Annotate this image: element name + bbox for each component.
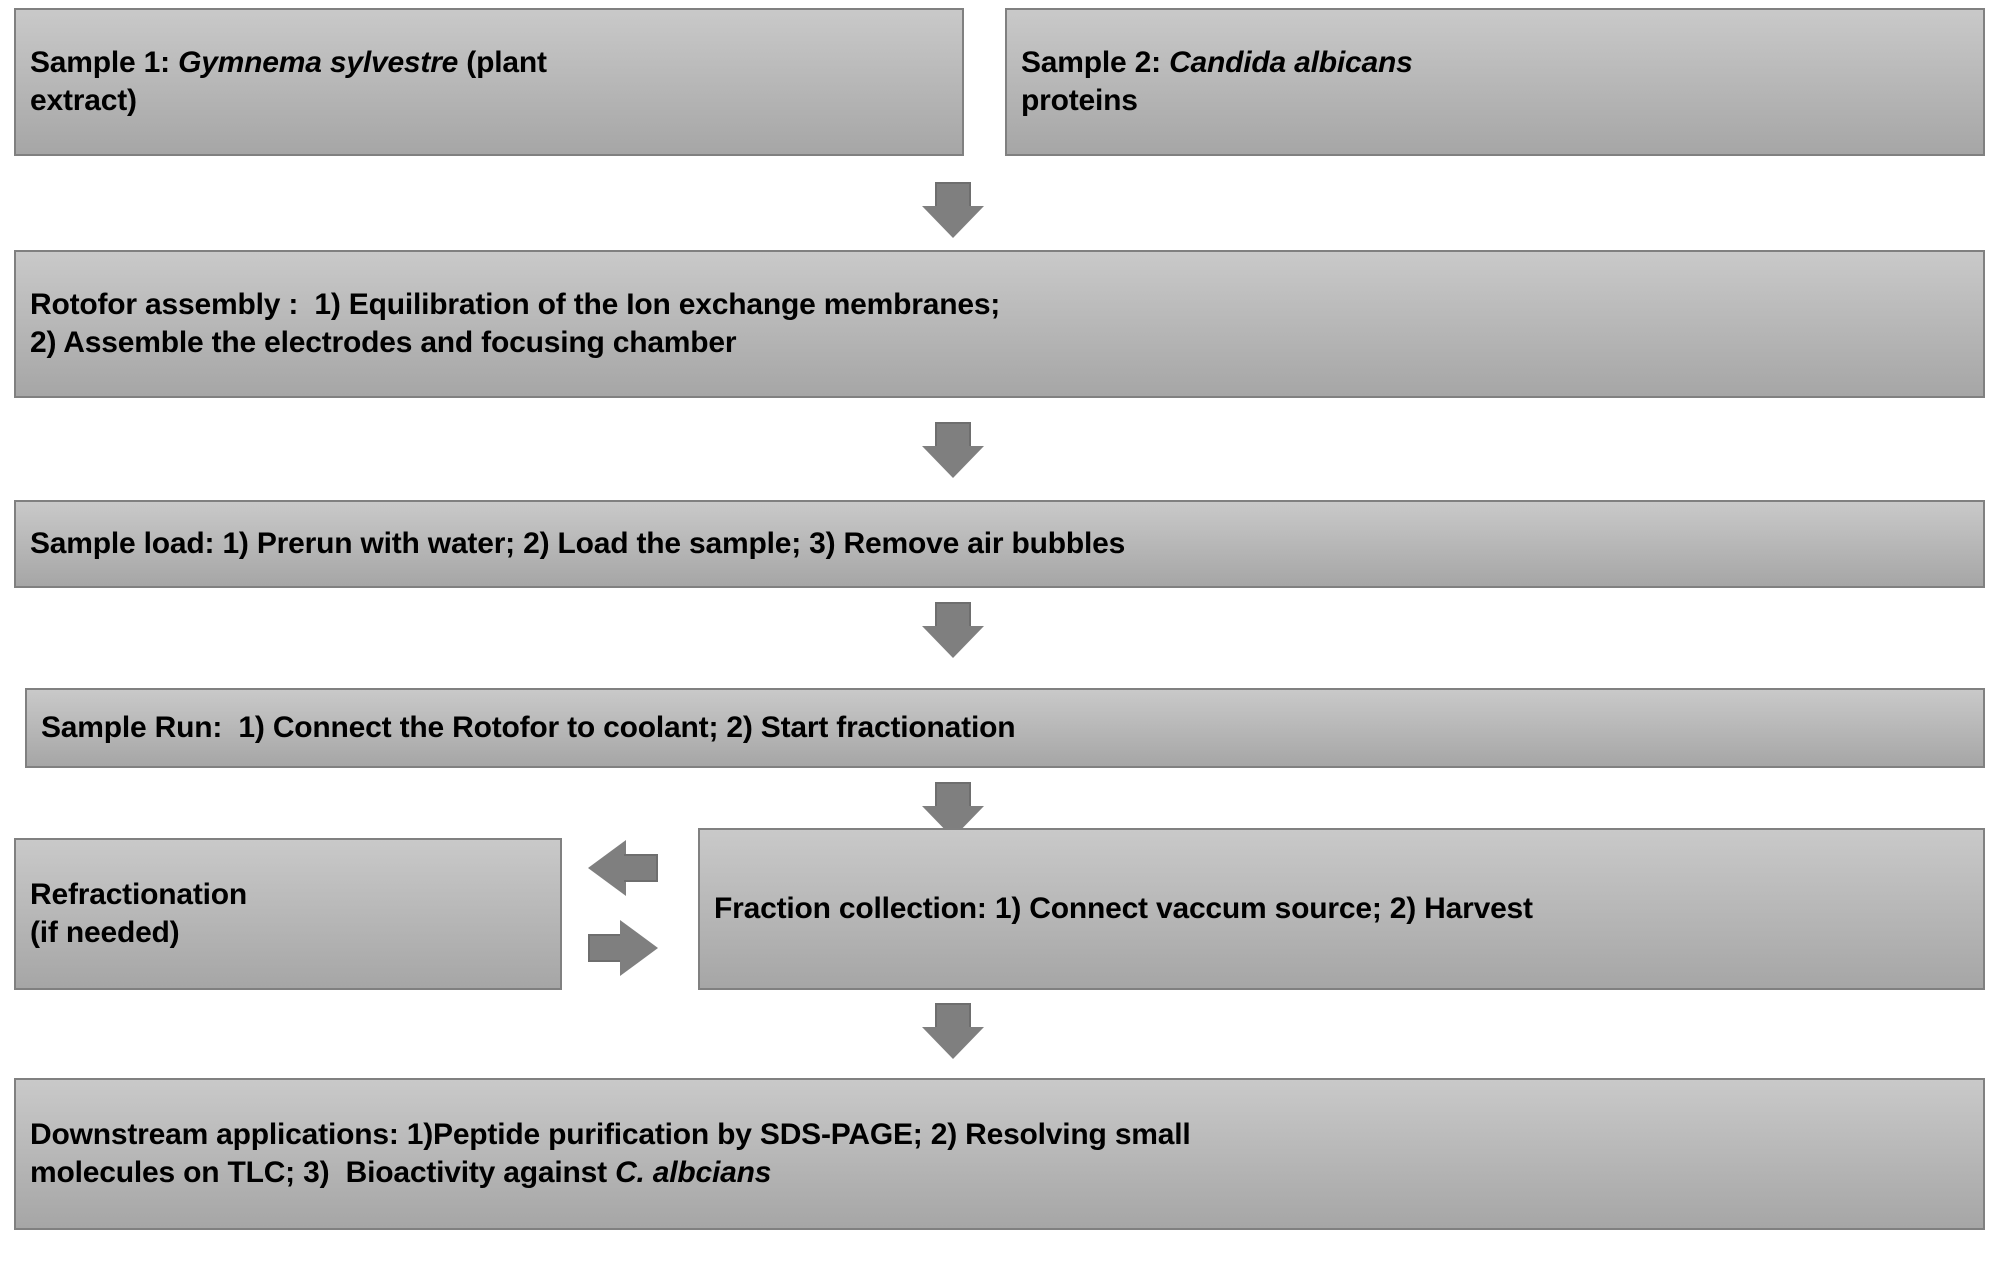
arrow-shaft: [935, 782, 971, 808]
arrow-head: [922, 626, 984, 658]
node-fraction-collection: [698, 828, 1985, 990]
node-refractionation: [14, 838, 562, 990]
node-downstream-applications-line-2: molecules on TLC; 3) Bioactivity against C. albcians: [30, 1156, 772, 1189]
arrow-shaft: [624, 854, 658, 882]
node-refractionation-line-2: (if needed): [30, 916, 180, 949]
node-sample-1-text: [30, 44, 547, 121]
arrow-head: [922, 206, 984, 238]
node-sample-2-line-2: proteins: [1021, 84, 1138, 117]
node-rotofor-assembly-text: [30, 286, 1000, 363]
node-downstream-applications: [14, 1078, 1985, 1230]
node-refractionation-line-1: Refractionation: [30, 877, 248, 911]
arrow-head: [620, 920, 658, 976]
node-sample-load-line-1: Sample load: 1) Prerun with water; 2) Load the sample; 3) Remove air bubbles: [30, 526, 1126, 560]
node-sample-load-text: [30, 525, 1125, 563]
arrow-shaft: [935, 182, 971, 208]
node-fraction-collection-line-1: Fraction collection: 1) Connect vaccum source; 2) Harvest: [714, 891, 1533, 925]
arrow-load-to-run-icon: [922, 602, 984, 658]
node-downstream-applications-text: [30, 1116, 1191, 1193]
node-sample-run: [25, 688, 1985, 768]
node-downstream-applications-line-1: Downstream applications: 1)Peptide purification by SDS-PAGE; 2) Resolving small: [30, 1117, 1191, 1151]
arrow-head: [588, 840, 626, 896]
node-refractionation-text: [30, 876, 247, 953]
arrow-samples-to-assembly-icon: [922, 182, 984, 238]
arrow-shaft: [935, 1003, 971, 1029]
node-fraction-collection-text: [714, 890, 1533, 928]
node-sample-load: [14, 500, 1985, 588]
node-sample-2-line-1: Sample 2: Candida albicans: [1021, 45, 1413, 79]
node-sample-1-line-2: extract): [30, 84, 137, 117]
arrow-collection-to-downstream-icon: [922, 1003, 984, 1059]
node-sample-1: [14, 8, 964, 156]
arrow-refractionation-to-collection-icon: [588, 920, 658, 976]
arrow-shaft: [935, 422, 971, 448]
arrow-head: [922, 446, 984, 478]
arrow-head: [922, 1027, 984, 1059]
arrow-shaft: [935, 602, 971, 628]
arrow-shaft: [588, 934, 622, 962]
arrow-assembly-to-load-icon: [922, 422, 984, 478]
node-rotofor-assembly-line-2: 2) Assemble the electrodes and focusing chamber: [30, 326, 737, 359]
node-sample-1-line-1: Sample 1: Gymnema sylvestre (plant: [30, 45, 547, 79]
node-sample-2-text: [1021, 44, 1413, 121]
node-sample-run-line-1: Sample Run: 1) Connect the Rotofor to coolant; 2) Start fractionation: [41, 710, 1016, 744]
node-sample-2: [1005, 8, 1985, 156]
node-sample-run-text: [41, 709, 1015, 747]
node-rotofor-assembly-line-1: Rotofor assembly : 1) Equilibration of the Ion exchange membranes;: [30, 287, 1001, 321]
node-rotofor-assembly: [14, 250, 1985, 398]
arrow-collection-to-refractionation-icon: [588, 840, 658, 896]
